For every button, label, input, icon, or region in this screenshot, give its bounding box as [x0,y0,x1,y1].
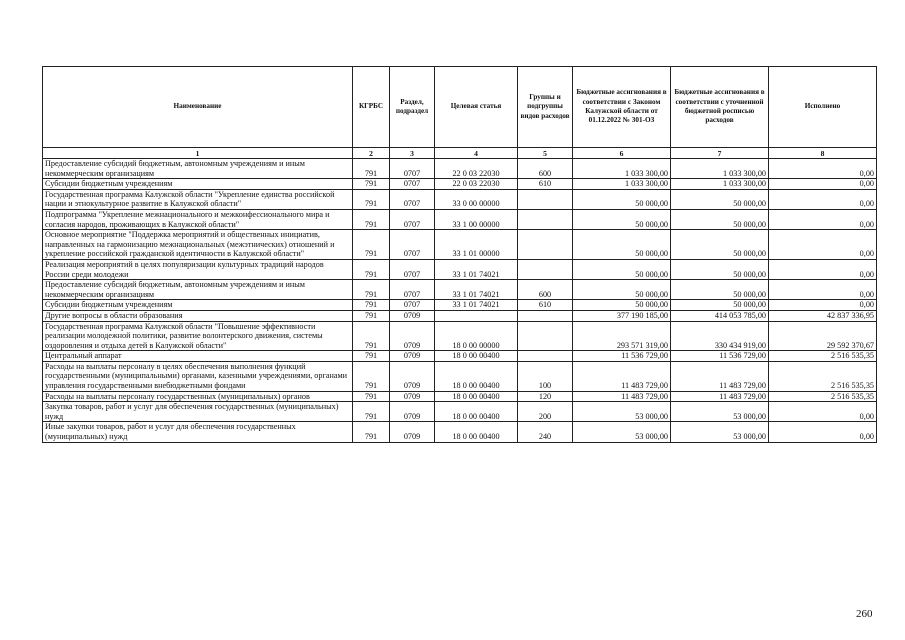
row-kgrbs: 791 [353,391,390,402]
row-group [518,230,573,260]
row-target: 33 1 01 74021 [435,300,518,311]
row-kgrbs: 791 [353,351,390,362]
row-name: Закупка товаров, работ и услуг для обеспечения государственных (муниципальных) нужд [43,402,353,422]
row-kgrbs: 791 [353,361,390,391]
table-body [43,148,877,443]
row-kgrbs: 791 [353,402,390,422]
row-law-amount: 293 571 319,00 [573,321,671,351]
row-kgrbs: 791 [353,422,390,442]
row-executed-amount: 0,00 [769,189,877,209]
row-updated-amount: 11 536 729,00 [671,351,769,362]
row-target: 33 1 01 74021 [435,259,518,279]
table-row [43,402,877,422]
row-name: Подпрограмма "Укрепление межнационального и межконфессионального мира и согласия народов, проживающих в Калужской области" [43,209,353,229]
row-kgrbs: 791 [353,159,390,179]
row-name: Расходы на выплаты персоналу государственных (муниципальных) органов [43,391,353,402]
header-kgrbs: КГРБС [353,67,390,148]
row-target: 33 1 01 00000 [435,230,518,260]
column-number: 6 [573,148,671,159]
column-numbers-row [43,148,877,159]
budget-table [42,66,877,443]
table-row [43,189,877,209]
row-group: 610 [518,300,573,311]
row-name: Субсидии бюджетным учреждениям [43,300,353,311]
row-target: 18 0 00 00000 [435,321,518,351]
table-row [43,300,877,311]
page-number: 260 [856,608,873,620]
row-executed-amount: 0,00 [769,259,877,279]
row-executed-amount: 0,00 [769,159,877,179]
row-name: Расходы на выплаты персоналу в целях обеспечения выполнения функций государственными (муниципальными) органами, казенными учреждениями, органами управления государственными внебюджетными фондами [43,361,353,391]
row-section: 0709 [390,361,435,391]
row-law-amount: 50 000,00 [573,300,671,311]
row-law-amount: 53 000,00 [573,402,671,422]
header-executed: Исполнено [769,67,877,148]
row-target [435,310,518,321]
row-group: 120 [518,391,573,402]
row-group [518,310,573,321]
row-group [518,259,573,279]
column-number: 7 [671,148,769,159]
row-updated-amount: 53 000,00 [671,422,769,442]
row-section: 0709 [390,310,435,321]
row-executed-amount: 29 592 370,67 [769,321,877,351]
header-name: Наименование [43,67,353,148]
row-kgrbs: 791 [353,189,390,209]
table-row [43,391,877,402]
row-target: 18 0 00 00400 [435,422,518,442]
header-law: Бюджетные ассигнования в соответствии с Законом Калужской области от 01.12.2022 № 301-ОЗ [573,67,671,148]
row-updated-amount: 414 053 785,00 [671,310,769,321]
row-group: 600 [518,159,573,179]
row-name: Государственная программа Калужской области "Укрепление единства российской нации и этнокультурное развитие в Калужской области" [43,189,353,209]
row-name: Субсидии бюджетным учреждениям [43,179,353,190]
row-section: 0707 [390,230,435,260]
row-law-amount: 11 483 729,00 [573,391,671,402]
row-kgrbs: 791 [353,310,390,321]
row-section: 0707 [390,300,435,311]
row-name: Предоставление субсидий бюджетным, автономным учреждениям и иным некоммерческим организациям [43,159,353,179]
row-section: 0707 [390,159,435,179]
row-executed-amount: 2 516 535,35 [769,351,877,362]
row-law-amount: 50 000,00 [573,230,671,260]
row-executed-amount: 0,00 [769,300,877,311]
row-name: Основное мероприятие "Поддержка мероприятий и общественных инициатив, направленных на гармонизацию межнациональных (межэтнических) отношений и укрепление российской гражданской идентичности в Калужской области" [43,230,353,260]
row-target: 18 0 00 00400 [435,351,518,362]
row-law-amount: 50 000,00 [573,209,671,229]
row-name: Другие вопросы в области образования [43,310,353,321]
row-law-amount: 377 190 185,00 [573,310,671,321]
row-target: 18 0 00 00400 [435,391,518,402]
row-section: 0707 [390,259,435,279]
row-updated-amount: 11 483 729,00 [671,391,769,402]
row-updated-amount: 50 000,00 [671,209,769,229]
row-executed-amount: 0,00 [769,402,877,422]
row-target: 22 0 03 22030 [435,179,518,190]
row-updated-amount: 53 000,00 [671,402,769,422]
row-updated-amount: 50 000,00 [671,280,769,300]
row-group [518,209,573,229]
table-row [43,179,877,190]
row-target: 18 0 00 00400 [435,402,518,422]
row-updated-amount: 50 000,00 [671,259,769,279]
row-name: Иные закупки товаров, работ и услуг для обеспечения государственных (муниципальных) нужд [43,422,353,442]
row-law-amount: 11 483 729,00 [573,361,671,391]
table-header [43,67,877,148]
row-updated-amount: 1 033 300,00 [671,179,769,190]
row-kgrbs: 791 [353,259,390,279]
row-section: 0709 [390,351,435,362]
row-law-amount: 1 033 300,00 [573,179,671,190]
row-kgrbs: 791 [353,280,390,300]
row-target: 22 0 03 22030 [435,159,518,179]
row-name: Предоставление субсидий бюджетным, автономным учреждениям и иным некоммерческим организациям [43,280,353,300]
row-group: 610 [518,179,573,190]
column-number: 2 [353,148,390,159]
row-executed-amount: 0,00 [769,209,877,229]
row-updated-amount: 11 483 729,00 [671,361,769,391]
row-updated-amount: 50 000,00 [671,230,769,260]
column-number: 4 [435,148,518,159]
table-row [43,361,877,391]
row-section: 0709 [390,422,435,442]
table-row [43,351,877,362]
column-number: 8 [769,148,877,159]
table-row [43,209,877,229]
header-section: Раздел, подраздел [390,67,435,148]
row-target: 33 1 01 74021 [435,280,518,300]
column-number: 1 [43,148,353,159]
row-group: 100 [518,361,573,391]
row-group [518,351,573,362]
table-row [43,321,877,351]
row-kgrbs: 791 [353,179,390,190]
row-updated-amount: 50 000,00 [671,300,769,311]
row-updated-amount: 1 033 300,00 [671,159,769,179]
row-section: 0707 [390,179,435,190]
row-law-amount: 50 000,00 [573,259,671,279]
row-section: 0707 [390,209,435,229]
row-kgrbs: 791 [353,209,390,229]
row-group [518,189,573,209]
row-section: 0709 [390,321,435,351]
row-target: 18 0 00 00400 [435,361,518,391]
row-kgrbs: 791 [353,300,390,311]
table-row [43,159,877,179]
column-number: 5 [518,148,573,159]
row-target: 33 1 00 00000 [435,209,518,229]
row-executed-amount: 42 837 336,95 [769,310,877,321]
table-row [43,310,877,321]
row-law-amount: 53 000,00 [573,422,671,442]
row-executed-amount: 0,00 [769,422,877,442]
row-executed-amount: 2 516 535,35 [769,391,877,402]
row-kgrbs: 791 [353,321,390,351]
row-law-amount: 11 536 729,00 [573,351,671,362]
table-row [43,230,877,260]
row-executed-amount: 0,00 [769,280,877,300]
header-groups: Группы и подгруппы видов расходов [518,67,573,148]
row-kgrbs: 791 [353,230,390,260]
row-group [518,321,573,351]
row-section: 0709 [390,402,435,422]
table-row [43,259,877,279]
header-updated: Бюджетные ассигнования в соответствии с уточненной бюджетной росписью расходов [671,67,769,148]
row-section: 0707 [390,189,435,209]
row-name: Государственная программа Калужской области "Повышение эффективности реализации молодежной политики, развитие волонтерского движения, системы оздоровления и отдыха детей в Калужской области" [43,321,353,351]
row-section: 0709 [390,391,435,402]
row-name: Реализация мероприятий в целях популяризации культурных традиций народов России среди молодежи [43,259,353,279]
table-row [43,280,877,300]
table-row [43,422,877,442]
row-law-amount: 50 000,00 [573,189,671,209]
row-executed-amount: 0,00 [769,179,877,190]
row-law-amount: 50 000,00 [573,280,671,300]
row-law-amount: 1 033 300,00 [573,159,671,179]
row-target: 33 0 00 00000 [435,189,518,209]
row-name: Центральный аппарат [43,351,353,362]
row-updated-amount: 330 434 919,00 [671,321,769,351]
header-target: Целевая статья [435,67,518,148]
column-number: 3 [390,148,435,159]
row-executed-amount: 0,00 [769,230,877,260]
row-group: 600 [518,280,573,300]
row-executed-amount: 2 516 535,35 [769,361,877,391]
row-group: 240 [518,422,573,442]
row-section: 0707 [390,280,435,300]
row-updated-amount: 50 000,00 [671,189,769,209]
row-group: 200 [518,402,573,422]
